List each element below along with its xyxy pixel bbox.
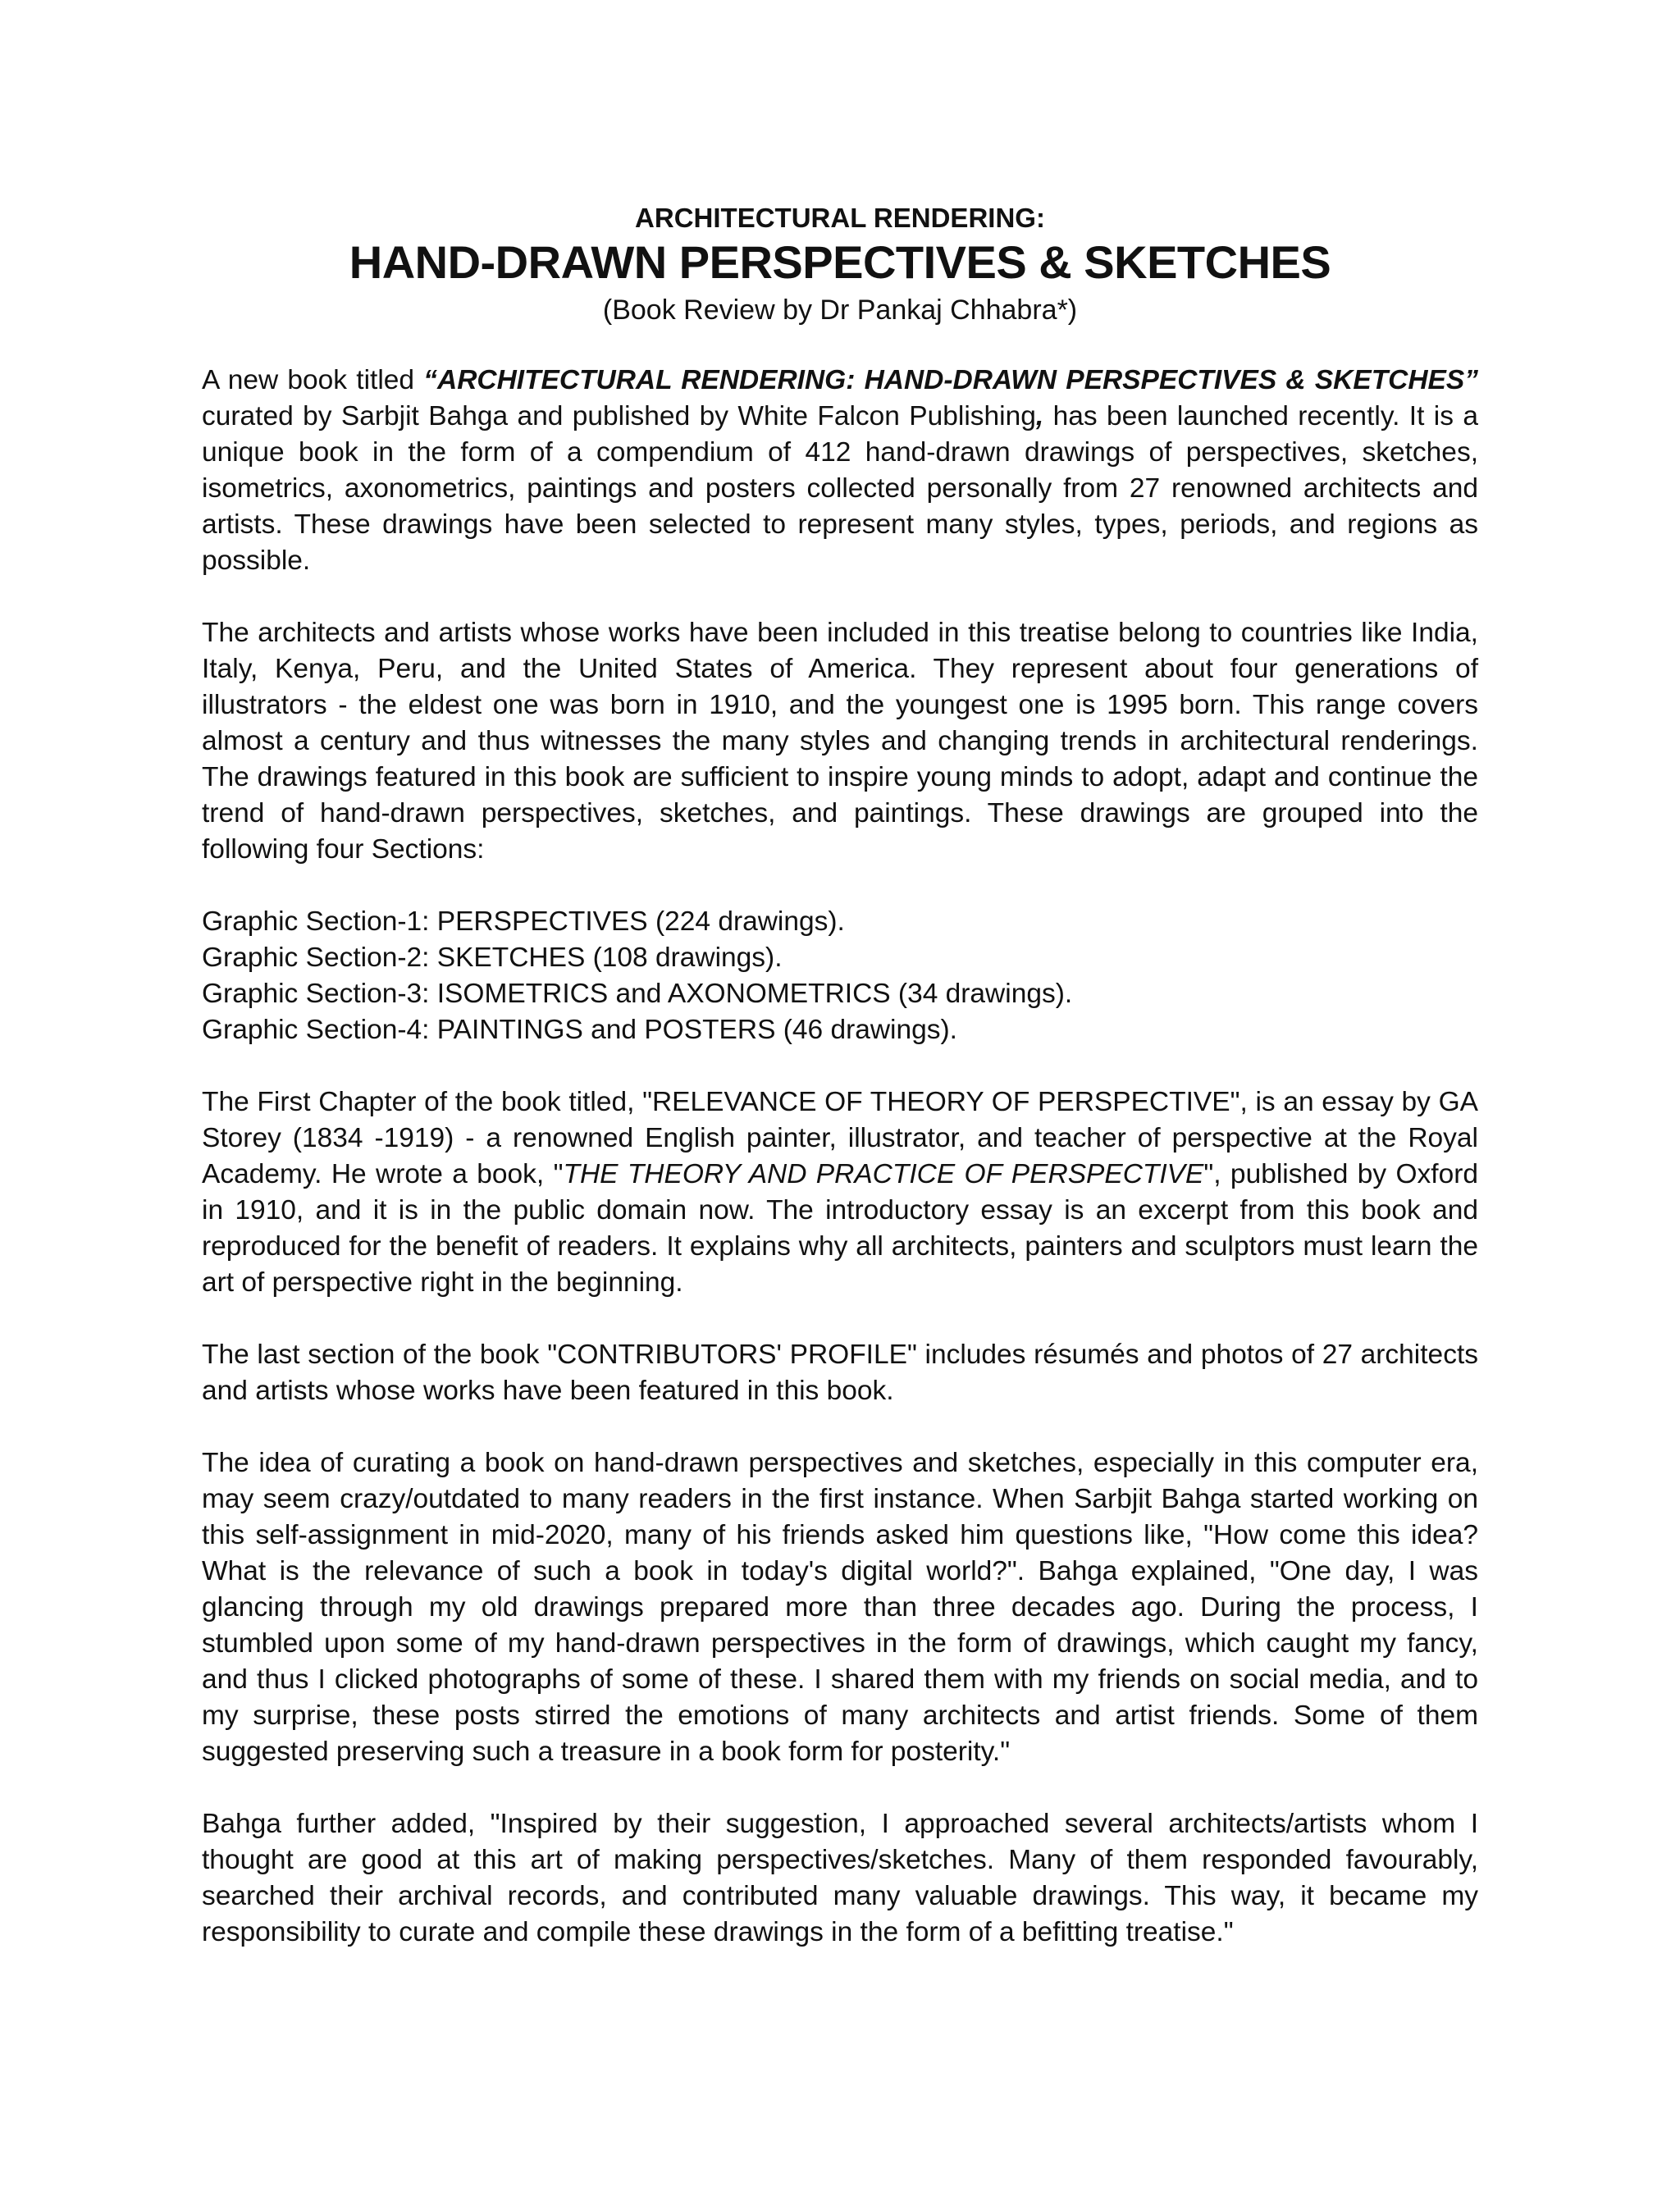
section-item-4: Graphic Section-4: PAINTINGS and POSTERS (46 drawings).	[202, 1015, 957, 1045]
intro-text-lead: A new book titled	[202, 365, 424, 395]
pre-title: ARCHITECTURAL RENDERING:	[635, 203, 1045, 233]
section-item-2: Graphic Section-2: SKETCHES (108 drawings).	[202, 943, 783, 973]
book-title-emphasis: “ARCHITECTURAL RENDERING: HAND-DRAWN PERSPECTIVES & SKETCHES”	[423, 365, 1478, 395]
paragraph-idea: The idea of curating a book on hand-drawn perspectives and sketches, especially in this computer era, may seem crazy/outdated to many readers in the first instance. When Sarbjit Bahga started working on this self-assignment in mid-2020, many of his friends asked him questions like, "How come this idea? What is the relevance of such a book in today's digital world?". Bahga explained, "One day, I was glancing through my old drawings prepared more than three decades ago. During the process, I stumbled upon some of my hand-drawn perspectives in the form of drawings, which caught my fancy, and thus I clicked photographs of some of these. I shared them with my friends on social media, and to my surprise, these posts stirred the emotions of many architects and artist friends. Some of them suggested preserving such a treasure in a book form for posterity."	[202, 1448, 1478, 1767]
main-title: HAND-DRAWN PERSPECTIVES & SKETCHES	[349, 236, 1331, 288]
paragraph-bahga-added: Bahga further added, "Inspired by their suggestion, I approached several architects/artists whom I thought are good at this art of making perspectives/sketches. Many of them responded favourably, searched their archival records, and contributed many valuable drawings. This way, it became my responsibility to curate and compile these drawings in the form of a befitting treatise."	[202, 1809, 1478, 1947]
intro-text-rest: has been launched recently. It is a unique book in the form of a compendium of 412 hand-drawn drawings of perspectives, sketches, isometrics, axonometrics, paintings and posters collected personally from 27 renowned architects and artists. These drawings have been selected to represent many styles, types, periods, and regions as possible.	[202, 401, 1478, 576]
first-chapter-text-lead: The First Chapter of the book titled, "RELEVANCE OF THEORY OF PERSPECTIVE", is an essay by GA Storey (1834 -1919) - a renowned English painter, illustrator, and teacher of perspective at the Royal Academy. He wrote a book, "	[202, 1087, 1478, 1189]
paragraph-last-section: The last section of the book "CONTRIBUTORS' PROFILE" includes résumés and photos of 27 architects and artists whose works have been featured in this book.	[202, 1340, 1478, 1406]
section-item-1: Graphic Section-1: PERSPECTIVES (224 drawings).	[202, 906, 845, 937]
first-chapter-text-rest: ", published by Oxford in 1910, and it is in the public domain now. The introductory essay is an excerpt from this book and reproduced for the benefit of readers. It explains why all architects, painters and sculptors must learn the art of perspective right in the beginning.	[202, 1159, 1478, 1298]
paragraph-first-chapter	[202, 1084, 1478, 1301]
document-header	[202, 202, 1478, 328]
document-page	[202, 202, 1478, 1987]
byline: (Book Review by Dr Pankaj Chhabra*)	[602, 294, 1078, 326]
section-item-3: Graphic Section-3: ISOMETRICS and AXONOMETRICS (34 drawings).	[202, 979, 1073, 1009]
section-list	[202, 904, 1478, 1048]
storey-book-title: THE THEORY AND PRACTICE OF PERSPECTIVE	[563, 1159, 1204, 1189]
intro-text-publisher: curated by Sarbjit Bahga and published by White Falcon Publishing	[202, 401, 1036, 431]
paragraph-intro	[202, 363, 1478, 579]
article-body	[202, 363, 1478, 1951]
intro-comma: ,	[1035, 401, 1044, 431]
paragraph-contributors: The architects and artists whose works have been included in this treatise belong to countries like India, Italy, Kenya, Peru, and the United States of America. They represent about four generations of illustrators - the eldest one was born in 1910, and the youngest one is 1995 born. This range covers almost a century and thus witnesses the many styles and changing trends in architectural renderings. The drawings featured in this book are sufficient to inspire young minds to adopt, adapt and continue the trend of hand-drawn perspectives, sketches, and paintings. These drawings are grouped into the following four Sections:	[202, 618, 1478, 865]
